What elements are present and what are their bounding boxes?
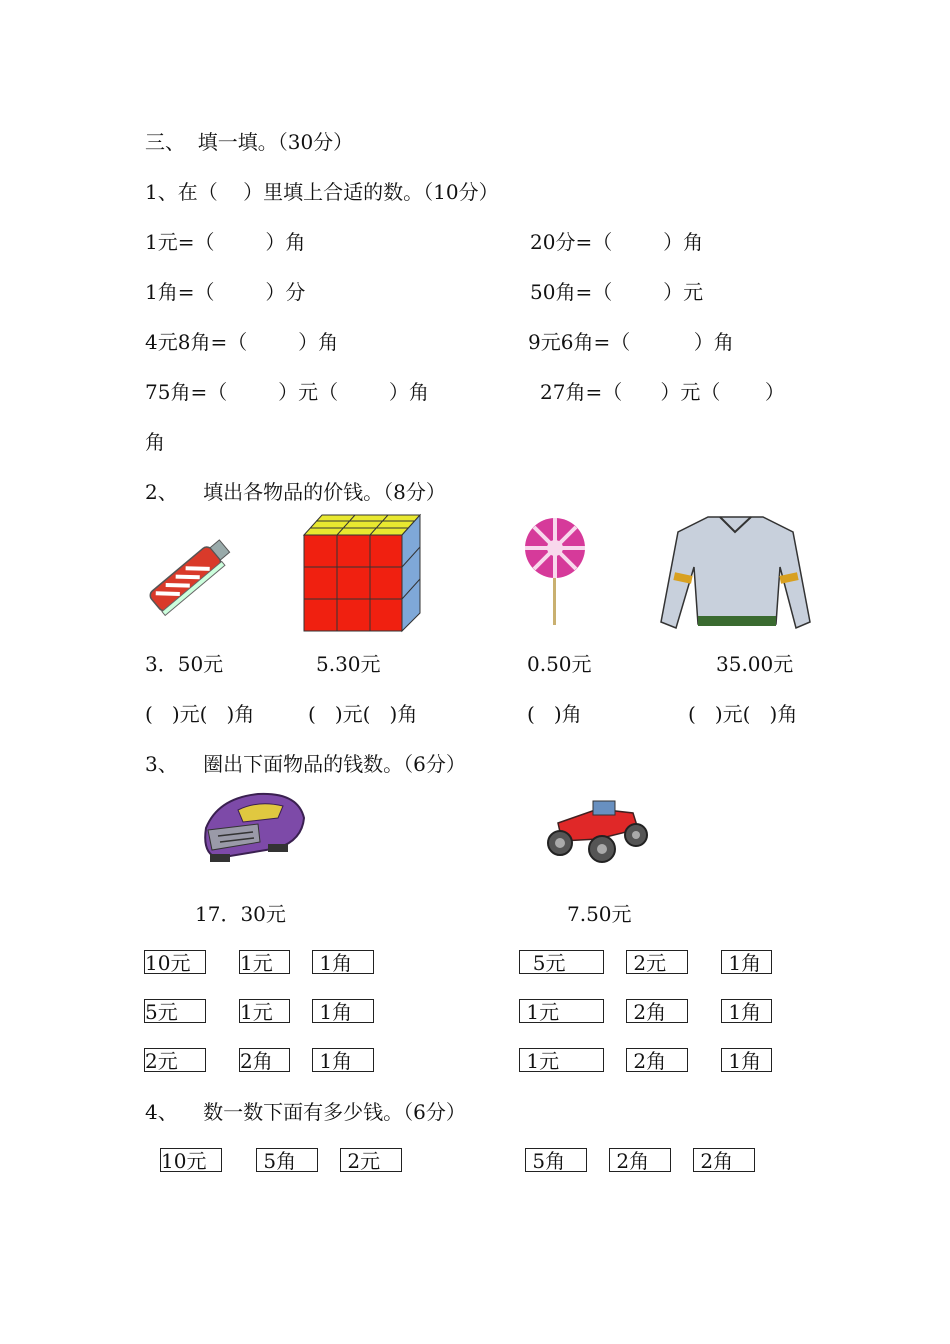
money-box: 2角 [609,1148,671,1172]
money-box[interactable]: 1角 [721,999,772,1023]
q1-item: 4元8角=（ ）角 [145,330,339,354]
money-box[interactable]: 1元 [519,999,604,1023]
money-box: 5角 [525,1148,587,1172]
q1-item: 9元6角=（ ）角 [528,330,734,354]
money-box[interactable]: 2角 [626,1048,688,1072]
section-title: 三、 填一填。（30分） [145,130,354,154]
price-answer-blank: ( )角 [527,702,582,726]
toothpaste-image [140,525,240,620]
q1-wrap-text: 角 [145,430,165,454]
toy-tractor-image [538,795,653,865]
q1-item: 50角=（ ）元 [530,280,704,304]
toy-car-image [198,788,308,864]
item-price: 3．50元 [145,652,224,676]
q1-item: 20分=（ ）角 [530,230,704,254]
q1-item: 75角=（ ）元（ ）角 [145,380,429,404]
q1-title: 1、在（ ）里填上合适的数。（10分） [145,180,499,204]
item-price: 5.30元 [316,652,381,676]
money-box[interactable]: 1角 [312,1048,374,1072]
money-box[interactable]: 5元 [144,999,206,1023]
money-box[interactable]: 1元 [239,950,290,974]
money-box[interactable]: 2元 [626,950,688,974]
money-box[interactable]: 1角 [312,999,374,1023]
q4-title: 4、 数一数下面有多少钱。（6分） [145,1100,466,1124]
money-box: 2元 [340,1148,402,1172]
price-answer-blank: ( )元( )角 [145,702,255,726]
item-price: 0.50元 [527,652,592,676]
money-box[interactable]: 2角 [626,999,688,1023]
q1-item: 1元=（ ）角 [145,230,306,254]
money-box: 2角 [693,1148,755,1172]
item-price: 35.00元 [716,652,794,676]
toy-tractor-price: 7.50元 [567,902,632,926]
money-box[interactable]: 2元 [144,1048,206,1072]
money-box: 5角 [256,1148,318,1172]
toy-car-price: 17．30元 [195,902,286,926]
money-box[interactable]: 1角 [721,1048,772,1072]
q2-title: 2、 填出各物品的价钱。（8分） [145,480,446,504]
price-answer-blank: ( )元( )角 [688,702,798,726]
money-box[interactable]: 10元 [144,950,206,974]
money-box[interactable]: 5元 [519,950,604,974]
money-box[interactable]: 1元 [519,1048,604,1072]
money-box[interactable]: 1元 [239,999,290,1023]
lollipop-image [520,515,590,627]
q1-item: 1角=（ ）分 [145,280,306,304]
sweater-image [658,512,813,634]
money-box[interactable]: 1角 [721,950,772,974]
money-box: 10元 [160,1148,222,1172]
money-box[interactable]: 2角 [239,1048,290,1072]
rubiks-cube-image [302,513,422,633]
money-box[interactable]: 1角 [312,950,374,974]
q1-item: 27角=（ ）元（ ） [540,380,785,404]
q3-title: 3、 圈出下面物品的钱数。（6分） [145,752,466,776]
price-answer-blank: ( )元( )角 [308,702,418,726]
